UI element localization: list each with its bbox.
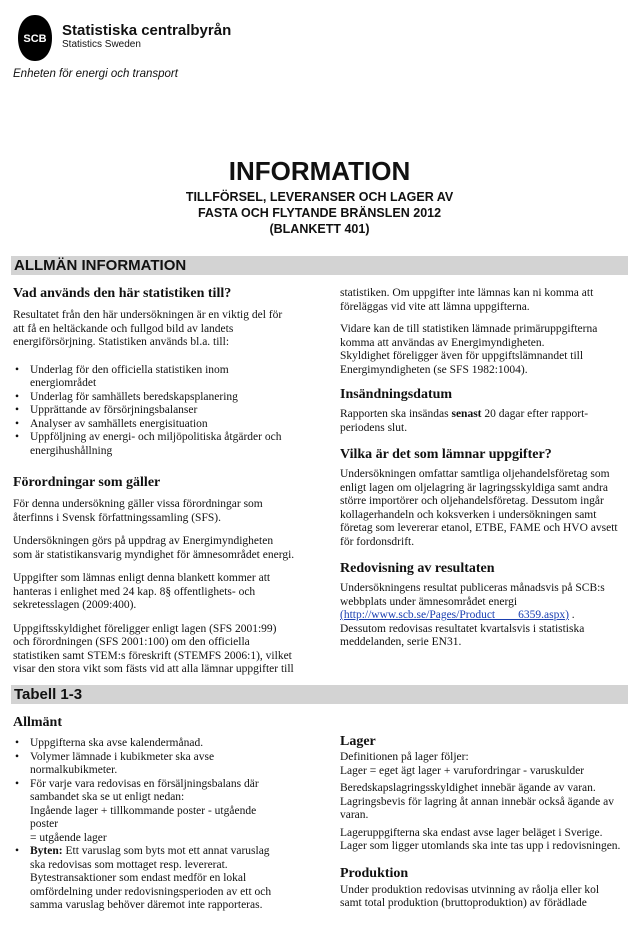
section-heading-general: ALLMÄN INFORMATION (14, 257, 187, 274)
respondents-paragraph: Undersökningen omfattar samtliga oljehandelsföretag som enligt lagen om oljelagring är lagringsskyldiga samt andra större importörer och oljehandelsföretag. Dessutom ingår kollagerhandeln och koksverken i undersökningen samt företag som levererar etanol, ETBE, FAME och HVO avsett för fordonsdrift. (340, 468, 618, 548)
list-item: • Volymer lämnade i kubikmeter ska avse normalkubikmeter. (15, 750, 215, 776)
subtitle-line-1: TILLFÖRSEL, LEVERANSER OCH LAGER AV (185, 190, 454, 204)
column-left-general (13, 286, 313, 677)
subtitle-line-2: FASTA OCH FLYTANDE BRÄNSLEN 2012 (197, 206, 442, 220)
org-name: Statistiska centralbyrån (62, 22, 232, 39)
regs-paragraph-a: För denna undersökning gäller vissa förordningar som återfinns i Svensk författningssamling (SFS). (13, 498, 263, 524)
regs-paragraph-b: Undersökningen görs på uppdrag av Energimyndigheten som är statistikansvarig myndighet för ämnesområdet energi. (13, 535, 295, 561)
section-heading-table: Tabell 1-3 (14, 686, 83, 703)
org-name-en: Statistics Sweden (62, 39, 141, 50)
heading-submission-date: Insändningsdatum (340, 387, 453, 402)
list-item: • Byten: Ett varuslag som byts mot ett annat varuslag ska redovisas som mottaget resp. levererat. Bytestransaktioner som endast medför en lokal omfördelning under redovisningsperioden av ett och samma varuslag behöver däremot inte rapporteras. (15, 845, 272, 911)
stock-paragraph-b: Beredskapslagringsskyldighet innebär ägande av varan. Lagringsbevis för lagring åt annan innebär också ägande av varan. (340, 782, 614, 821)
logo-text: SCB (23, 33, 47, 45)
usage-paragraph: Resultatet från den här undersökningen är en viktig del för att få en heltäckande och fullgod bild av landets energiförsörjning. Statistiken används bl.a. till: (13, 309, 283, 348)
results-link[interactable]: (http://www.scb.se/Pages/Product____6359.aspx) (340, 609, 569, 621)
general-list (13, 737, 318, 913)
list-item: • Underlag för samhällets beredskapsplanering (15, 390, 238, 403)
heading-results: Redovisning av resultaten (340, 561, 495, 576)
results-paragraph: Undersökningens resultat publiceras månadsvis på SCB:s webbplats under ämnesområdet energi (http://www.scb.se/Pages/Product____6359.aspx) . Dessutom redovisas resultatet kvartalsvis i statistiska meddelanden, serie EN31. (340, 582, 605, 648)
column-right-table (340, 734, 632, 911)
list-item: • Upprättande av försörjningsbalanser (15, 404, 198, 416)
stock-paragraph-c: Lageruppgifterna ska endast avse lager beläget i Sverige. Lager som ligger utomlands ska inte tas upp i redovisningen. (340, 826, 621, 852)
cont-paragraph-a: statistiken. Om uppgifter inte lämnas kan ni komma att föreläggas vid vite att lämna uppgifterna. (340, 287, 594, 313)
column-right-general (340, 287, 630, 650)
unit-name: Enheten för energi och transport (13, 68, 178, 80)
list-item: • Uppföljning av energi- och miljöpolitiska åtgärder och energihushållning (15, 431, 282, 457)
regs-paragraph-c: Uppgifter som lämnas enligt denna blankett kommer att hanteras i enlighet med 24 kap. 8§ offentlighets- och sekretesslagen (2009:400). (13, 572, 271, 611)
list-item: • Analyser av samhällets energisituation (15, 417, 208, 430)
heading-respondents: Vilka är det som lämnar uppgifter? (340, 447, 552, 462)
cont-paragraph-b: Vidare kan de till statistiken lämnade primäruppgifterna komma att användas av Energimyndigheten. Skyldighet föreligger även för uppgiftslämnandet till Energimyndigheten (se SFS 1982:1004). (340, 323, 598, 376)
scb-logo (17, 14, 53, 62)
heading-production: Produktion (340, 865, 409, 881)
list-item: • För varje vara redovisas en försäljningsbalans där sambandet ska se ut enligt nedan: Ingående lager + tillkommande poster - utgående poster = utgående lager (15, 777, 259, 844)
usage-list (13, 364, 313, 459)
stock-paragraph-a: Definitionen på lager följer: Lager = eget ägt lager + varufordringar - varuskulder (340, 751, 585, 777)
section-bar-general (11, 256, 628, 275)
regs-paragraph-d: Uppgiftsskyldighet föreligger enligt lagen (SFS 2001:99) och förordningen (SFS 2001:100) om den officiella statistiken samt STEM:s föreskrift (STEMFS 2006:1), vilket visar den stora vikt som fästs vid att alla lämnar uppgifter till (13, 622, 294, 675)
list-item: • Uppgifterna ska avse kalendermånad. (15, 737, 204, 749)
production-paragraph: Under produktion redovisas utvinning av råolja eller kol samt total produktion (bruttoproduktion) av förädlade (340, 883, 600, 909)
section-bar-table (11, 685, 628, 704)
list-item: • Underlag för den officiella statistiken inom energiområdet (15, 363, 229, 389)
submission-paragraph: Rapporten ska insändas senast 20 dagar efter rapport- periodens slut. (340, 408, 589, 434)
subtitle-line-3: (BLANKETT 401) (269, 222, 370, 236)
heading-stock: Lager (340, 734, 376, 749)
heading-general: Allmänt (13, 715, 62, 730)
heading-regulations: Förordningar som gäller (13, 475, 161, 490)
column-left-table (13, 715, 318, 913)
page-title: INFORMATION (228, 156, 411, 186)
heading-usage: Vad används den här statistiken till? (13, 286, 232, 301)
